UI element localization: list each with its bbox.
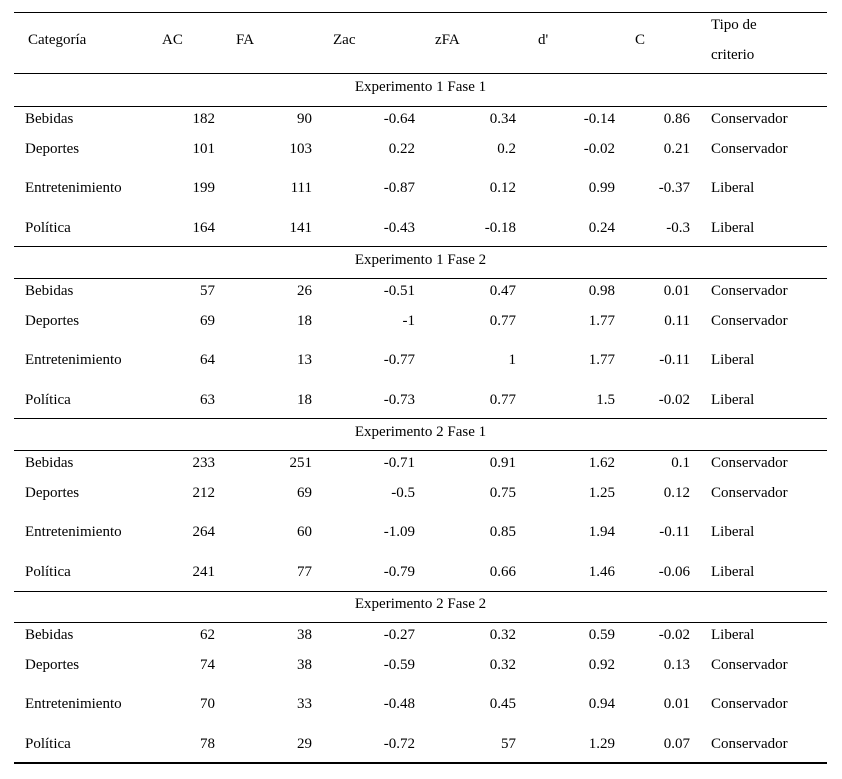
cell-dprime: 1.5 (596, 392, 615, 408)
cell-fa: 38 (297, 627, 312, 643)
cell-c: 0.1 (671, 455, 690, 471)
table-row (14, 451, 827, 475)
cell-zac: -0.73 (383, 392, 415, 408)
cell-c: 0.07 (663, 736, 690, 752)
table-bottom-rule (14, 762, 827, 764)
cell-zfa: 0.45 (489, 696, 516, 712)
cell-tipo: Liberal (711, 627, 755, 643)
cell-categoria: Deportes (25, 485, 80, 501)
cell-fa: 251 (289, 455, 312, 471)
cell-categoria: Bebidas (25, 111, 74, 127)
table-row (14, 309, 827, 333)
cell-ac: 233 (192, 455, 215, 471)
cell-zfa: 0.66 (489, 564, 516, 580)
cell-ac: 57 (200, 283, 215, 299)
cell-tipo: Conservador (711, 313, 788, 329)
cell-dprime: -0.02 (583, 141, 615, 157)
cell-tipo: Conservador (711, 111, 788, 127)
cell-c: 0.01 (663, 696, 690, 712)
cell-dprime: 1.25 (588, 485, 615, 501)
cell-c: 0.86 (663, 111, 690, 127)
cell-c: -0.3 (666, 220, 690, 236)
header-categoria: Categoría (28, 32, 87, 48)
table-row (14, 216, 827, 240)
cell-zac: -0.51 (383, 283, 415, 299)
cell-zac: 0.22 (388, 141, 415, 157)
cell-fa: 77 (297, 564, 312, 580)
cell-c: 0.21 (663, 141, 690, 157)
cell-tipo: Liberal (711, 220, 755, 236)
cell-zfa: 0.75 (489, 485, 516, 501)
cell-ac: 199 (192, 180, 215, 196)
cell-tipo: Liberal (711, 524, 755, 540)
table-row (14, 692, 827, 716)
cell-ac: 264 (192, 524, 215, 540)
cell-fa: 38 (297, 657, 312, 673)
section-title: Experimento 1 Fase 2 (354, 252, 487, 268)
cell-ac: 212 (192, 485, 215, 501)
header-zfa: zFA (435, 32, 460, 48)
cell-categoria: Entretenimiento (25, 524, 122, 540)
table-row (14, 107, 827, 131)
cell-dprime: 1.77 (588, 352, 615, 368)
section-title: Experimento 2 Fase 1 (354, 424, 487, 440)
cell-c: -0.11 (659, 352, 690, 368)
cell-zfa: 0.32 (489, 627, 516, 643)
header-c: C (635, 32, 646, 48)
cell-categoria: Política (25, 392, 71, 408)
cell-tipo: Conservador (711, 657, 788, 673)
table-row (14, 388, 827, 412)
cell-fa: 103 (289, 141, 312, 157)
cell-categoria: Política (25, 564, 71, 580)
cell-ac: 101 (192, 141, 215, 157)
cell-zac: -0.48 (383, 696, 415, 712)
cell-categoria: Bebidas (25, 283, 74, 299)
table-row (14, 560, 827, 584)
header-tipo-line1: Tipo de (711, 17, 757, 33)
table-row (14, 348, 827, 372)
cell-fa: 13 (297, 352, 312, 368)
cell-ac: 78 (200, 736, 215, 752)
cell-zfa: -0.18 (484, 220, 516, 236)
cell-dprime: 1.77 (588, 313, 615, 329)
cell-categoria: Entretenimiento (25, 352, 122, 368)
table-row (14, 653, 827, 677)
cell-ac: 63 (200, 392, 215, 408)
cell-dprime: -0.14 (583, 111, 615, 127)
cell-zac: -0.59 (383, 657, 415, 673)
cell-categoria: Deportes (25, 313, 80, 329)
cell-c: -0.11 (659, 524, 690, 540)
header-ac: AC (162, 32, 183, 48)
cell-dprime: 0.24 (588, 220, 615, 236)
cell-ac: 64 (200, 352, 215, 368)
section-rule (14, 246, 827, 247)
cell-dprime: 0.59 (588, 627, 615, 643)
cell-zfa: 0.91 (489, 455, 516, 471)
cell-dprime: 1.62 (588, 455, 615, 471)
cell-tipo: Conservador (711, 283, 788, 299)
cell-zfa: 0.85 (489, 524, 516, 540)
cell-tipo: Liberal (711, 564, 755, 580)
cell-c: -0.37 (658, 180, 690, 196)
cell-dprime: 0.99 (588, 180, 615, 196)
table-row (14, 481, 827, 505)
cell-tipo: Liberal (711, 180, 755, 196)
cell-c: -0.06 (658, 564, 690, 580)
cell-dprime: 0.94 (588, 696, 615, 712)
cell-categoria: Entretenimiento (25, 180, 122, 196)
cell-zac: -0.43 (383, 220, 415, 236)
cell-c: 0.11 (664, 313, 690, 329)
cell-fa: 90 (297, 111, 312, 127)
cell-ac: 241 (192, 564, 215, 580)
table-top-rule (14, 12, 827, 13)
cell-ac: 70 (200, 696, 215, 712)
cell-zfa: 0.77 (489, 392, 516, 408)
cell-dprime: 1.94 (588, 524, 615, 540)
header-bottom-rule (14, 73, 827, 74)
cell-zfa: 1 (508, 352, 516, 368)
cell-ac: 182 (192, 111, 215, 127)
cell-fa: 18 (297, 313, 312, 329)
cell-zac: -0.72 (383, 736, 415, 752)
cell-zac: -0.71 (383, 455, 415, 471)
cell-zac: -1.09 (383, 524, 415, 540)
cell-dprime: 0.98 (588, 283, 615, 299)
cell-dprime: 1.29 (588, 736, 615, 752)
cell-tipo: Conservador (711, 696, 788, 712)
section-title: Experimento 1 Fase 1 (354, 79, 487, 95)
cell-zfa: 0.34 (489, 111, 516, 127)
cell-fa: 29 (297, 736, 312, 752)
cell-zfa: 0.47 (489, 283, 516, 299)
cell-ac: 74 (200, 657, 215, 673)
table-row (14, 520, 827, 544)
cell-dprime: 0.92 (588, 657, 615, 673)
header-fa: FA (236, 32, 255, 48)
cell-tipo: Conservador (711, 455, 788, 471)
cell-tipo: Liberal (711, 392, 755, 408)
header-tipo-line2: criterio (711, 47, 755, 63)
section-title: Experimento 2 Fase 2 (354, 596, 487, 612)
cell-c: 0.01 (663, 283, 690, 299)
cell-zac: -0.27 (383, 627, 415, 643)
cell-categoria: Deportes (25, 657, 80, 673)
cell-zfa: 0.12 (489, 180, 516, 196)
cell-categoria: Política (25, 736, 71, 752)
cell-fa: 18 (297, 392, 312, 408)
cell-zac: -0.77 (383, 352, 415, 368)
cell-ac: 164 (192, 220, 215, 236)
table-row (14, 623, 827, 647)
cell-categoria: Política (25, 220, 71, 236)
cell-zac: -0.5 (391, 485, 415, 501)
cell-fa: 33 (297, 696, 312, 712)
cell-categoria: Entretenimiento (25, 696, 122, 712)
cell-tipo: Conservador (711, 736, 788, 752)
cell-fa: 111 (290, 180, 312, 196)
cell-dprime: 1.46 (588, 564, 615, 580)
cell-fa: 26 (297, 283, 312, 299)
table-row (14, 137, 827, 161)
header-dprime: d' (538, 32, 549, 48)
section-rule (14, 418, 827, 419)
cell-zac: -0.87 (383, 180, 415, 196)
cell-tipo: Liberal (711, 352, 755, 368)
cell-tipo: Conservador (711, 141, 788, 157)
cell-ac: 62 (200, 627, 215, 643)
cell-fa: 69 (297, 485, 312, 501)
cell-zac: -0.79 (383, 564, 415, 580)
cell-fa: 60 (297, 524, 312, 540)
cell-c: -0.02 (658, 627, 690, 643)
cell-fa: 141 (289, 220, 312, 236)
header-zac: Zac (333, 32, 356, 48)
cell-zfa: 0.32 (489, 657, 516, 673)
cell-zfa: 0.2 (497, 141, 516, 157)
cell-ac: 69 (200, 313, 215, 329)
cell-c: 0.13 (663, 657, 690, 673)
cell-c: 0.12 (663, 485, 690, 501)
table-row (14, 279, 827, 303)
cell-zac: -0.64 (383, 111, 415, 127)
cell-categoria: Deportes (25, 141, 80, 157)
cell-zfa: 0.77 (489, 313, 516, 329)
cell-zfa: 57 (501, 736, 516, 752)
table-row (14, 176, 827, 200)
table-row (14, 732, 827, 756)
cell-zac: -1 (402, 313, 415, 329)
cell-categoria: Bebidas (25, 455, 74, 471)
cell-tipo: Conservador (711, 485, 788, 501)
cell-categoria: Bebidas (25, 627, 74, 643)
cell-c: -0.02 (658, 392, 690, 408)
